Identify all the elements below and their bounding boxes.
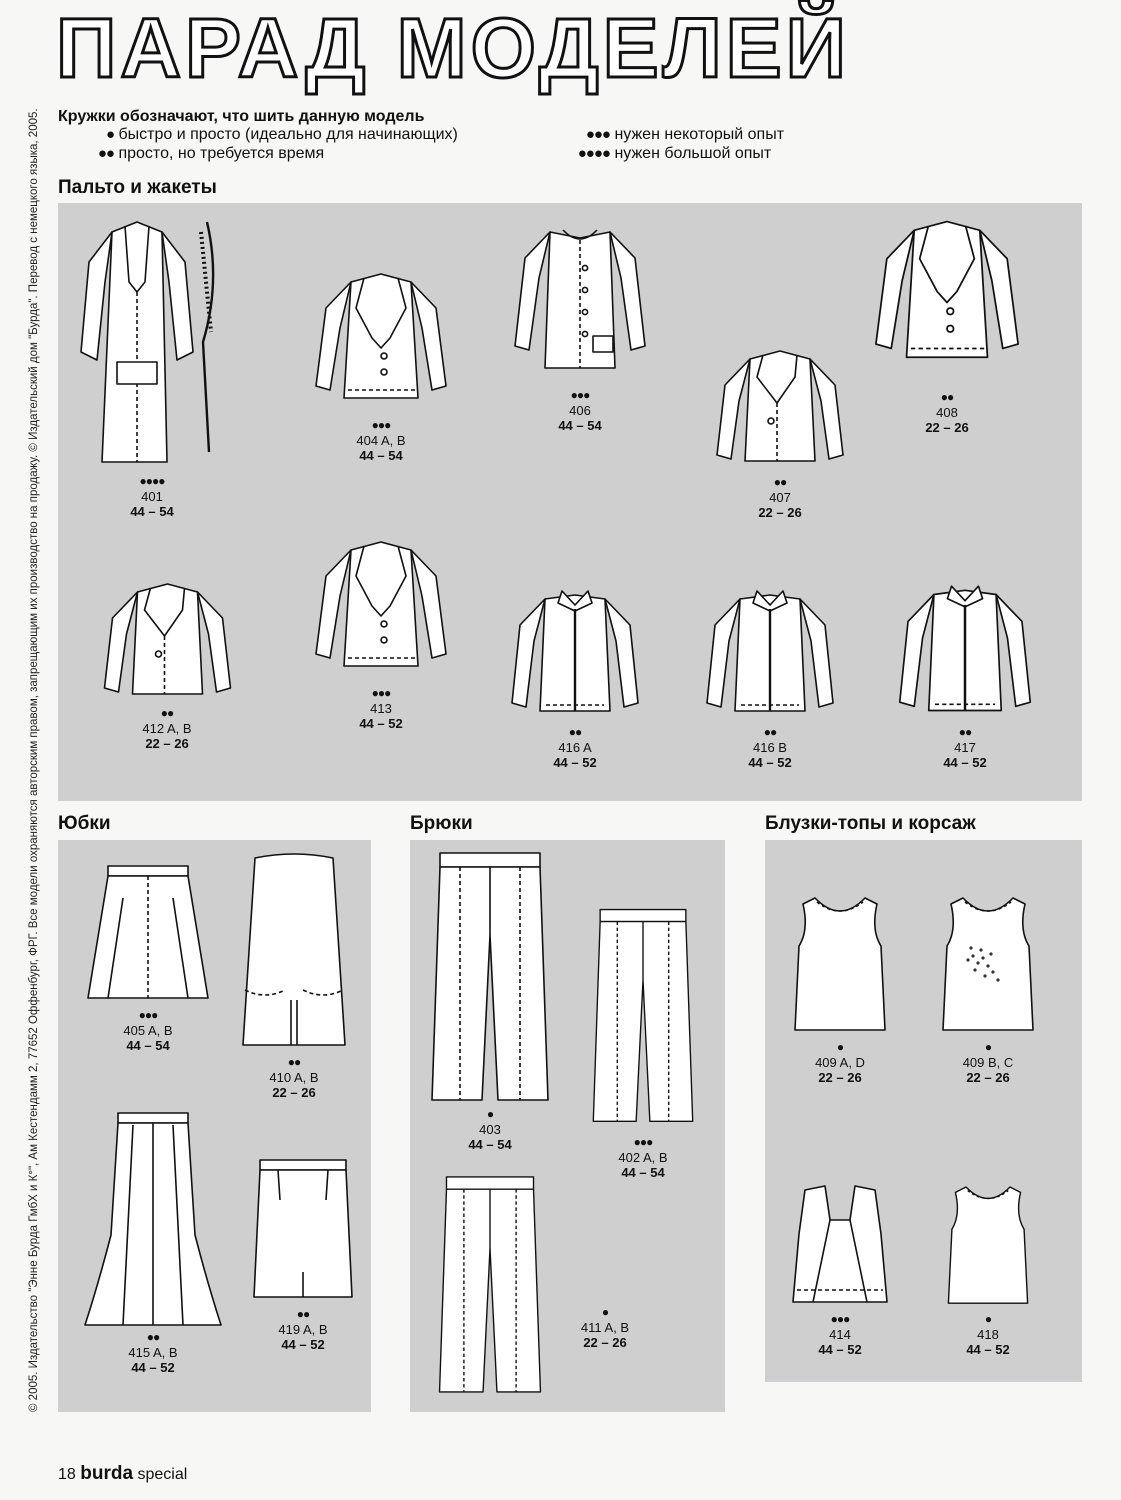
difficulty-dots: ●●●● <box>577 145 610 162</box>
model-sizes: 44 – 54 <box>558 418 602 433</box>
model-415[interactable] <box>78 1105 228 1375</box>
sleeveless-top-icon <box>785 890 895 1040</box>
zip-jacket-icon <box>495 585 655 725</box>
model-410[interactable] <box>230 850 358 1100</box>
difficulty-dots: ●● <box>773 475 787 489</box>
difficulty-dots: ● <box>984 1312 992 1326</box>
pencil-skirt-icon <box>248 1152 358 1307</box>
collarless-jacket-icon <box>505 218 655 388</box>
model-403[interactable] <box>420 845 560 1152</box>
copyright-credit: © 2005. Издательство "Энне Бурда ГмбХ и К°", Ам Кестендамм 2, 77652 Оффенбург, ФРГ. Все модели охраняются авторским правом, запрещающим их производство на продажу. © Издательский дом "Бурда". Перевод с немецкого языка, 2005. <box>28 108 40 1412</box>
difficulty-dots: ●● <box>296 1307 310 1321</box>
model-number: 410 A, B <box>269 1070 319 1085</box>
model-number: 419 A, B <box>278 1322 328 1337</box>
model-number: 405 A, B <box>123 1023 173 1038</box>
model-sizes: 22 – 26 <box>966 1070 1010 1085</box>
difficulty-dots: ●● <box>763 725 777 739</box>
difficulty-dots: ●●● <box>570 388 590 402</box>
legend-entry <box>70 126 458 144</box>
model-sizes: 22 – 26 <box>818 1070 862 1085</box>
model-413[interactable] <box>296 536 466 731</box>
legend-text: нужен большой опыт <box>614 145 772 162</box>
blazer-icon <box>296 536 466 686</box>
model-sizes: 22 – 26 <box>583 1335 627 1350</box>
mermaid-skirt-icon <box>83 1105 223 1330</box>
legend-intro: Кружки обозначают, что шить данную модель <box>58 108 425 125</box>
zip-jacket-icon <box>885 580 1045 725</box>
model-sizes: 44 – 52 <box>359 716 403 731</box>
model-number: 407 <box>769 490 791 505</box>
model-number: 406 <box>569 403 591 418</box>
legend-entry <box>560 145 771 163</box>
model-sizes: 44 – 52 <box>818 1342 862 1357</box>
section-title-blouses: Блузки-топы и корсаж <box>765 813 976 834</box>
legend-text: просто, но требуется время <box>118 145 325 162</box>
model-416b[interactable] <box>690 585 850 770</box>
straight-skirt-icon <box>235 850 353 1055</box>
model-sizes: 44 – 52 <box>131 1360 175 1375</box>
page-footer <box>58 1463 187 1485</box>
model-number: 411 A, B <box>580 1320 630 1335</box>
legend-text: быстро и просто (идеально для начинающих) <box>118 126 458 143</box>
model-number: 402 A, B <box>618 1150 668 1165</box>
model-sizes: 44 – 52 <box>281 1337 325 1352</box>
difficulty-dots: ● <box>984 1040 992 1054</box>
section-title-coats: Пальто и жакеты <box>58 177 217 198</box>
difficulty-dots: ●● <box>958 725 972 739</box>
model-412[interactable] <box>62 578 272 751</box>
model-sizes: 44 – 52 <box>966 1342 1010 1357</box>
model-sizes: 22 – 26 <box>758 505 802 520</box>
model-402[interactable] <box>578 895 708 1180</box>
model-sizes: 44 – 54 <box>130 504 174 519</box>
model-418[interactable] <box>928 1180 1048 1357</box>
difficulty-dots: ●● <box>160 706 174 720</box>
page-title: ПАРАД МОДЕЛЕЙ <box>56 1 851 95</box>
model-404[interactable] <box>306 268 456 463</box>
section-title-trousers: Брюки <box>410 813 473 834</box>
difficulty-dots: ●● <box>146 1330 160 1344</box>
model-number: 414 <box>829 1327 851 1342</box>
model-sizes: 22 – 26 <box>145 736 189 751</box>
model-sizes: 44 – 52 <box>943 755 987 770</box>
difficulty-dots: ●●● <box>830 1312 850 1326</box>
sleeveless-top-icon <box>933 1180 1043 1312</box>
legend-text: нужен некоторый опыт <box>614 126 785 143</box>
difficulty-dots: ●●● <box>138 1008 158 1022</box>
model-408[interactable] <box>862 215 1032 435</box>
cuffed-trousers-icon <box>583 895 703 1135</box>
model-411[interactable] <box>560 1305 650 1350</box>
model-number: 401 <box>141 489 163 504</box>
brand-suffix: special <box>137 1466 188 1483</box>
model-419[interactable] <box>240 1152 366 1352</box>
difficulty-dots: ●●● <box>371 418 391 432</box>
difficulty-dots: ●● <box>568 725 582 739</box>
blazer-icon <box>306 268 456 418</box>
difficulty-dots: ● <box>105 126 114 143</box>
model-sizes: 44 – 54 <box>359 448 403 463</box>
difficulty-dots: ●● <box>940 390 954 404</box>
model-sizes: 44 – 52 <box>748 755 792 770</box>
difficulty-dots: ●● <box>97 145 114 162</box>
model-number: 404 A, B <box>356 433 406 448</box>
model-number: 403 <box>479 1122 501 1137</box>
difficulty-dots: ●●● <box>371 686 391 700</box>
difficulty-dots: ● <box>486 1107 494 1121</box>
trousers-icon <box>420 845 560 1107</box>
model-sizes: 22 – 26 <box>925 420 969 435</box>
model-405[interactable] <box>78 858 218 1053</box>
model-number: 418 <box>977 1327 999 1342</box>
model-sizes: 44 – 54 <box>621 1165 665 1180</box>
section-title-skirts: Юбки <box>58 813 111 834</box>
legend-entry <box>560 126 784 144</box>
zip-jacket-icon <box>690 585 850 725</box>
difficulty-dots: ● <box>601 1305 609 1319</box>
corsage-icon <box>785 1180 895 1312</box>
model-number: 416 A <box>558 740 592 755</box>
difficulty-dots: ●● <box>287 1055 301 1069</box>
model-407[interactable] <box>700 345 860 520</box>
embellished-top-icon <box>933 890 1043 1040</box>
model-number: 409 B, C <box>962 1055 1014 1070</box>
short-jacket-icon <box>65 578 270 706</box>
model-409ad[interactable] <box>780 890 900 1085</box>
model-401[interactable] <box>62 212 242 519</box>
short-jacket-icon <box>700 345 860 475</box>
model-number: 415 A, B <box>128 1345 178 1360</box>
model-sizes: 44 – 54 <box>468 1137 512 1152</box>
jacket-icon <box>862 215 1032 390</box>
model-number: 417 <box>954 740 976 755</box>
model-sizes: 44 – 52 <box>553 755 597 770</box>
model-sizes: 44 – 54 <box>126 1038 170 1053</box>
model-416a[interactable] <box>495 585 655 770</box>
difficulty-dots: ●●●● <box>139 474 165 488</box>
model-sizes: 22 – 26 <box>272 1085 316 1100</box>
difficulty-dots: ● <box>836 1040 844 1054</box>
model-409bc[interactable] <box>928 890 1048 1085</box>
brand-logo: burda <box>80 1463 134 1484</box>
a-line-skirt-icon <box>83 858 213 1008</box>
model-414[interactable] <box>780 1180 900 1357</box>
model-406[interactable] <box>505 218 655 433</box>
model-number: 412 A, B <box>142 721 192 736</box>
trousers-411-drawing <box>420 1170 560 1398</box>
page-number: 18 <box>58 1466 76 1483</box>
difficulty-dots: ●●● <box>585 126 610 143</box>
model-number: 416 B <box>753 740 787 755</box>
long-coat-icon <box>67 212 237 474</box>
elastic-trousers-icon <box>420 1170 560 1398</box>
model-number: 408 <box>936 405 958 420</box>
model-417[interactable] <box>885 580 1045 770</box>
model-number: 409 A, D <box>815 1055 865 1070</box>
difficulty-dots: ●●● <box>633 1135 653 1149</box>
model-number: 413 <box>370 701 392 716</box>
legend-entry <box>70 145 324 163</box>
